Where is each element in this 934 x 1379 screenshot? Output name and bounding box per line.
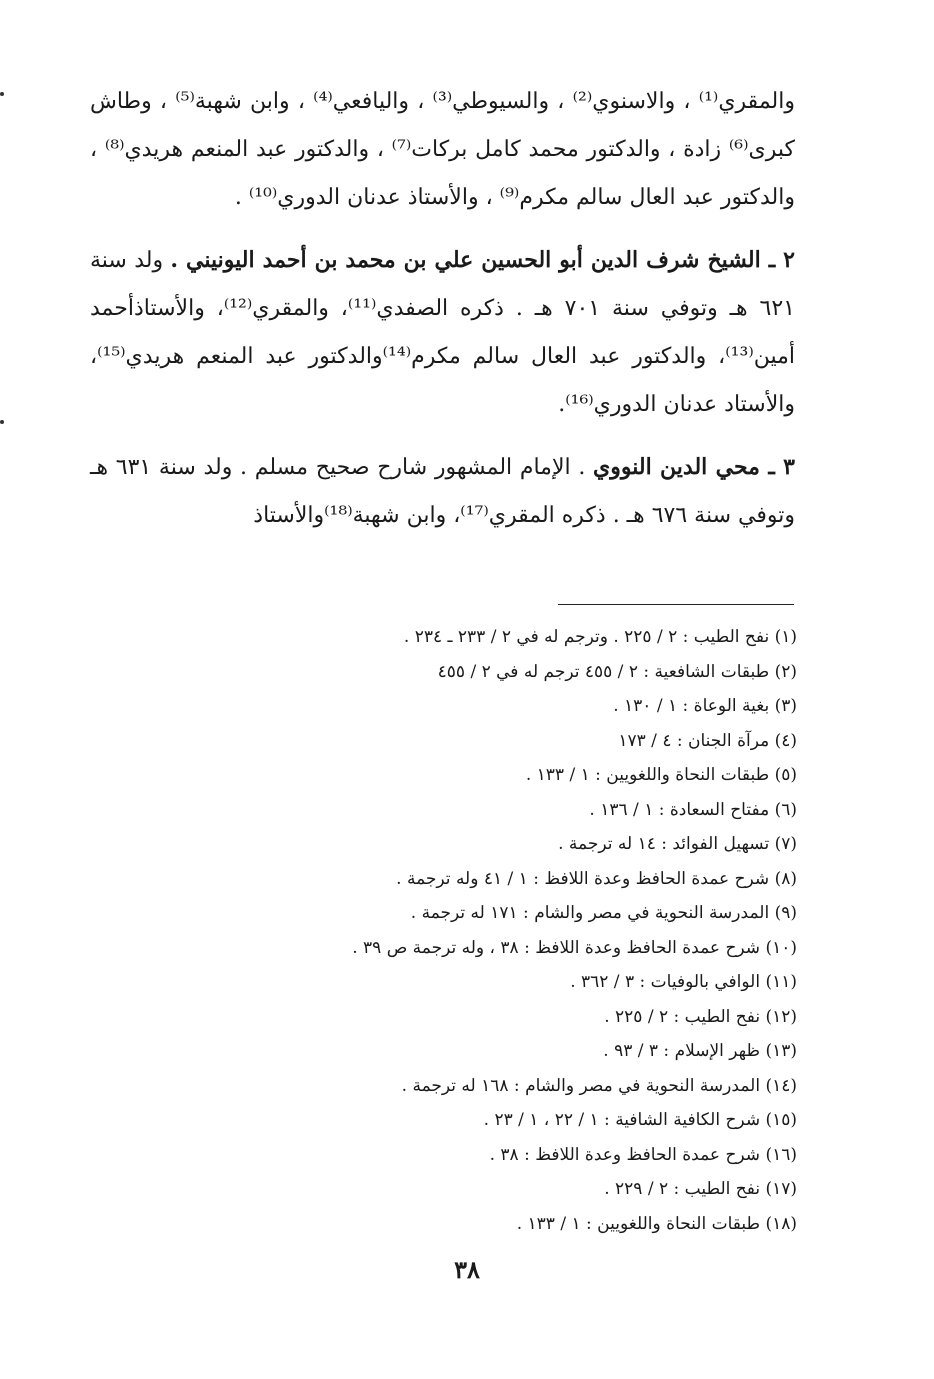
footnote: (١١) الوافي بالوفيات : ٣ / ٣٦٢ . bbox=[570, 972, 797, 992]
scan-edge-mark bbox=[0, 92, 4, 96]
entry-heading: ٣ ـ محي الدين النووي bbox=[593, 454, 795, 480]
entry-heading: ٢ ـ الشيخ شرف الدين أبو الحسين علي بن محمد بن أحمد اليونيني . bbox=[170, 247, 795, 273]
footnote-separator bbox=[558, 604, 794, 605]
footnote: (١٢) نفح الطيب : ٢ / ٢٢٥ . bbox=[604, 1006, 797, 1027]
paragraph-3 bbox=[90, 443, 795, 540]
footnote: (١) نفح الطيب : ٢ / ٢٢٥ . وترجم له في ٢ / ٢٣٣ ـ ٢٣٤ . bbox=[403, 627, 797, 647]
main-text bbox=[90, 78, 795, 554]
footnote: (١٣) ظهر الإسلام : ٣ / ٩٣ . bbox=[603, 1041, 797, 1061]
footnote: (٦) مفتاح السعادة : ١ / ١٣٦ . bbox=[589, 799, 797, 820]
scan-edge-mark bbox=[0, 420, 4, 424]
footnote: (١٤) المدرسة النحوية في مصر والشام : ١٦٨ له ترجمة . bbox=[401, 1075, 797, 1096]
paragraph-text: . الإمام المشهور شارح صحيح مسلم . ولد سنة ٦٣١ هـ وتوفي سنة ٦٧٦ هـ . ذكره المقري⁽¹⁷⁾، وابن شهبة⁽¹⁸⁾والأستاذ bbox=[90, 455, 795, 528]
paragraph-1 bbox=[90, 78, 795, 222]
page-number: ٣٨ bbox=[454, 1255, 480, 1284]
footnote: (١٠) شرح عمدة الحافظ وعدة اللافظ : ٣٨ ، وله ترجمة ص ٣٩ . bbox=[352, 937, 797, 958]
footnote: (٢) طبقات الشافعية : ٢ / ٤٥٥ ترجم له في ٢ / ٤٥٥ bbox=[437, 661, 797, 682]
footnote: (٨) شرح عمدة الحافظ وعدة اللافظ : ١ / ٤١ وله ترجمة . bbox=[396, 868, 797, 889]
footnote: (١٦) شرح عمدة الحافظ وعدة اللافظ : ٣٨ . bbox=[489, 1144, 797, 1165]
footnote: (٤) مرآة الجنان : ٤ / ١٧٣ bbox=[618, 730, 797, 751]
footnotes-list bbox=[200, 620, 797, 1241]
footnote: (٧) تسهيل الفوائد : ١٤ له ترجمة . bbox=[558, 834, 797, 854]
footnote: (١٨) طبقات النحاة واللغويين : ١ / ١٣٣ . bbox=[516, 1213, 797, 1234]
footnote: (٩) المدرسة النحوية في مصر والشام : ١٧١ له ترجمة . bbox=[410, 903, 797, 923]
footnote: (١٧) نفح الطيب : ٢ / ٢٢٩ . bbox=[604, 1179, 797, 1199]
paragraph-text: والمقري⁽¹⁾ ، والاسنوي⁽²⁾ ، والسيوطي⁽³⁾ ، واليافعي⁽⁴⁾ ، وابن شهبة⁽⁵⁾ ، وطاش كبرى⁽⁶⁾ زادة ، والدكتور محمد كامل بركات⁽⁷⁾ ، والدكتور عبد المنعم هريدي⁽⁸⁾ ، والدكتور عبد العال سالم مكرم⁽⁹⁾ ، والأستاذ عدنان الدوري⁽¹⁰⁾ . bbox=[90, 89, 795, 210]
footnote: (١٥) شرح الكافية الشافية : ١ / ٢٢ ، ١ / ٢٣ . bbox=[483, 1110, 797, 1130]
paragraph-text: ولد سنة ٦٢١ هـ وتوفي سنة ٧٠١ هـ . ذكره الصفدي⁽¹¹⁾، والمقري⁽¹²⁾، والأستاذأحمد أمين⁽¹³⁾، والدكتور عبد العال سالم مكرم⁽¹⁴⁾والدكتور عبد المنعم هريدي⁽¹⁵⁾، والأستاد عدنان الدوري⁽¹⁶⁾. bbox=[90, 248, 795, 417]
footnote: (٥) طبقات النحاة واللغويين : ١ / ١٣٣ . bbox=[525, 765, 797, 785]
paragraph-2 bbox=[90, 236, 795, 429]
footnote: (٣) بغية الوعاة : ١ / ١٣٠ . bbox=[613, 696, 797, 716]
